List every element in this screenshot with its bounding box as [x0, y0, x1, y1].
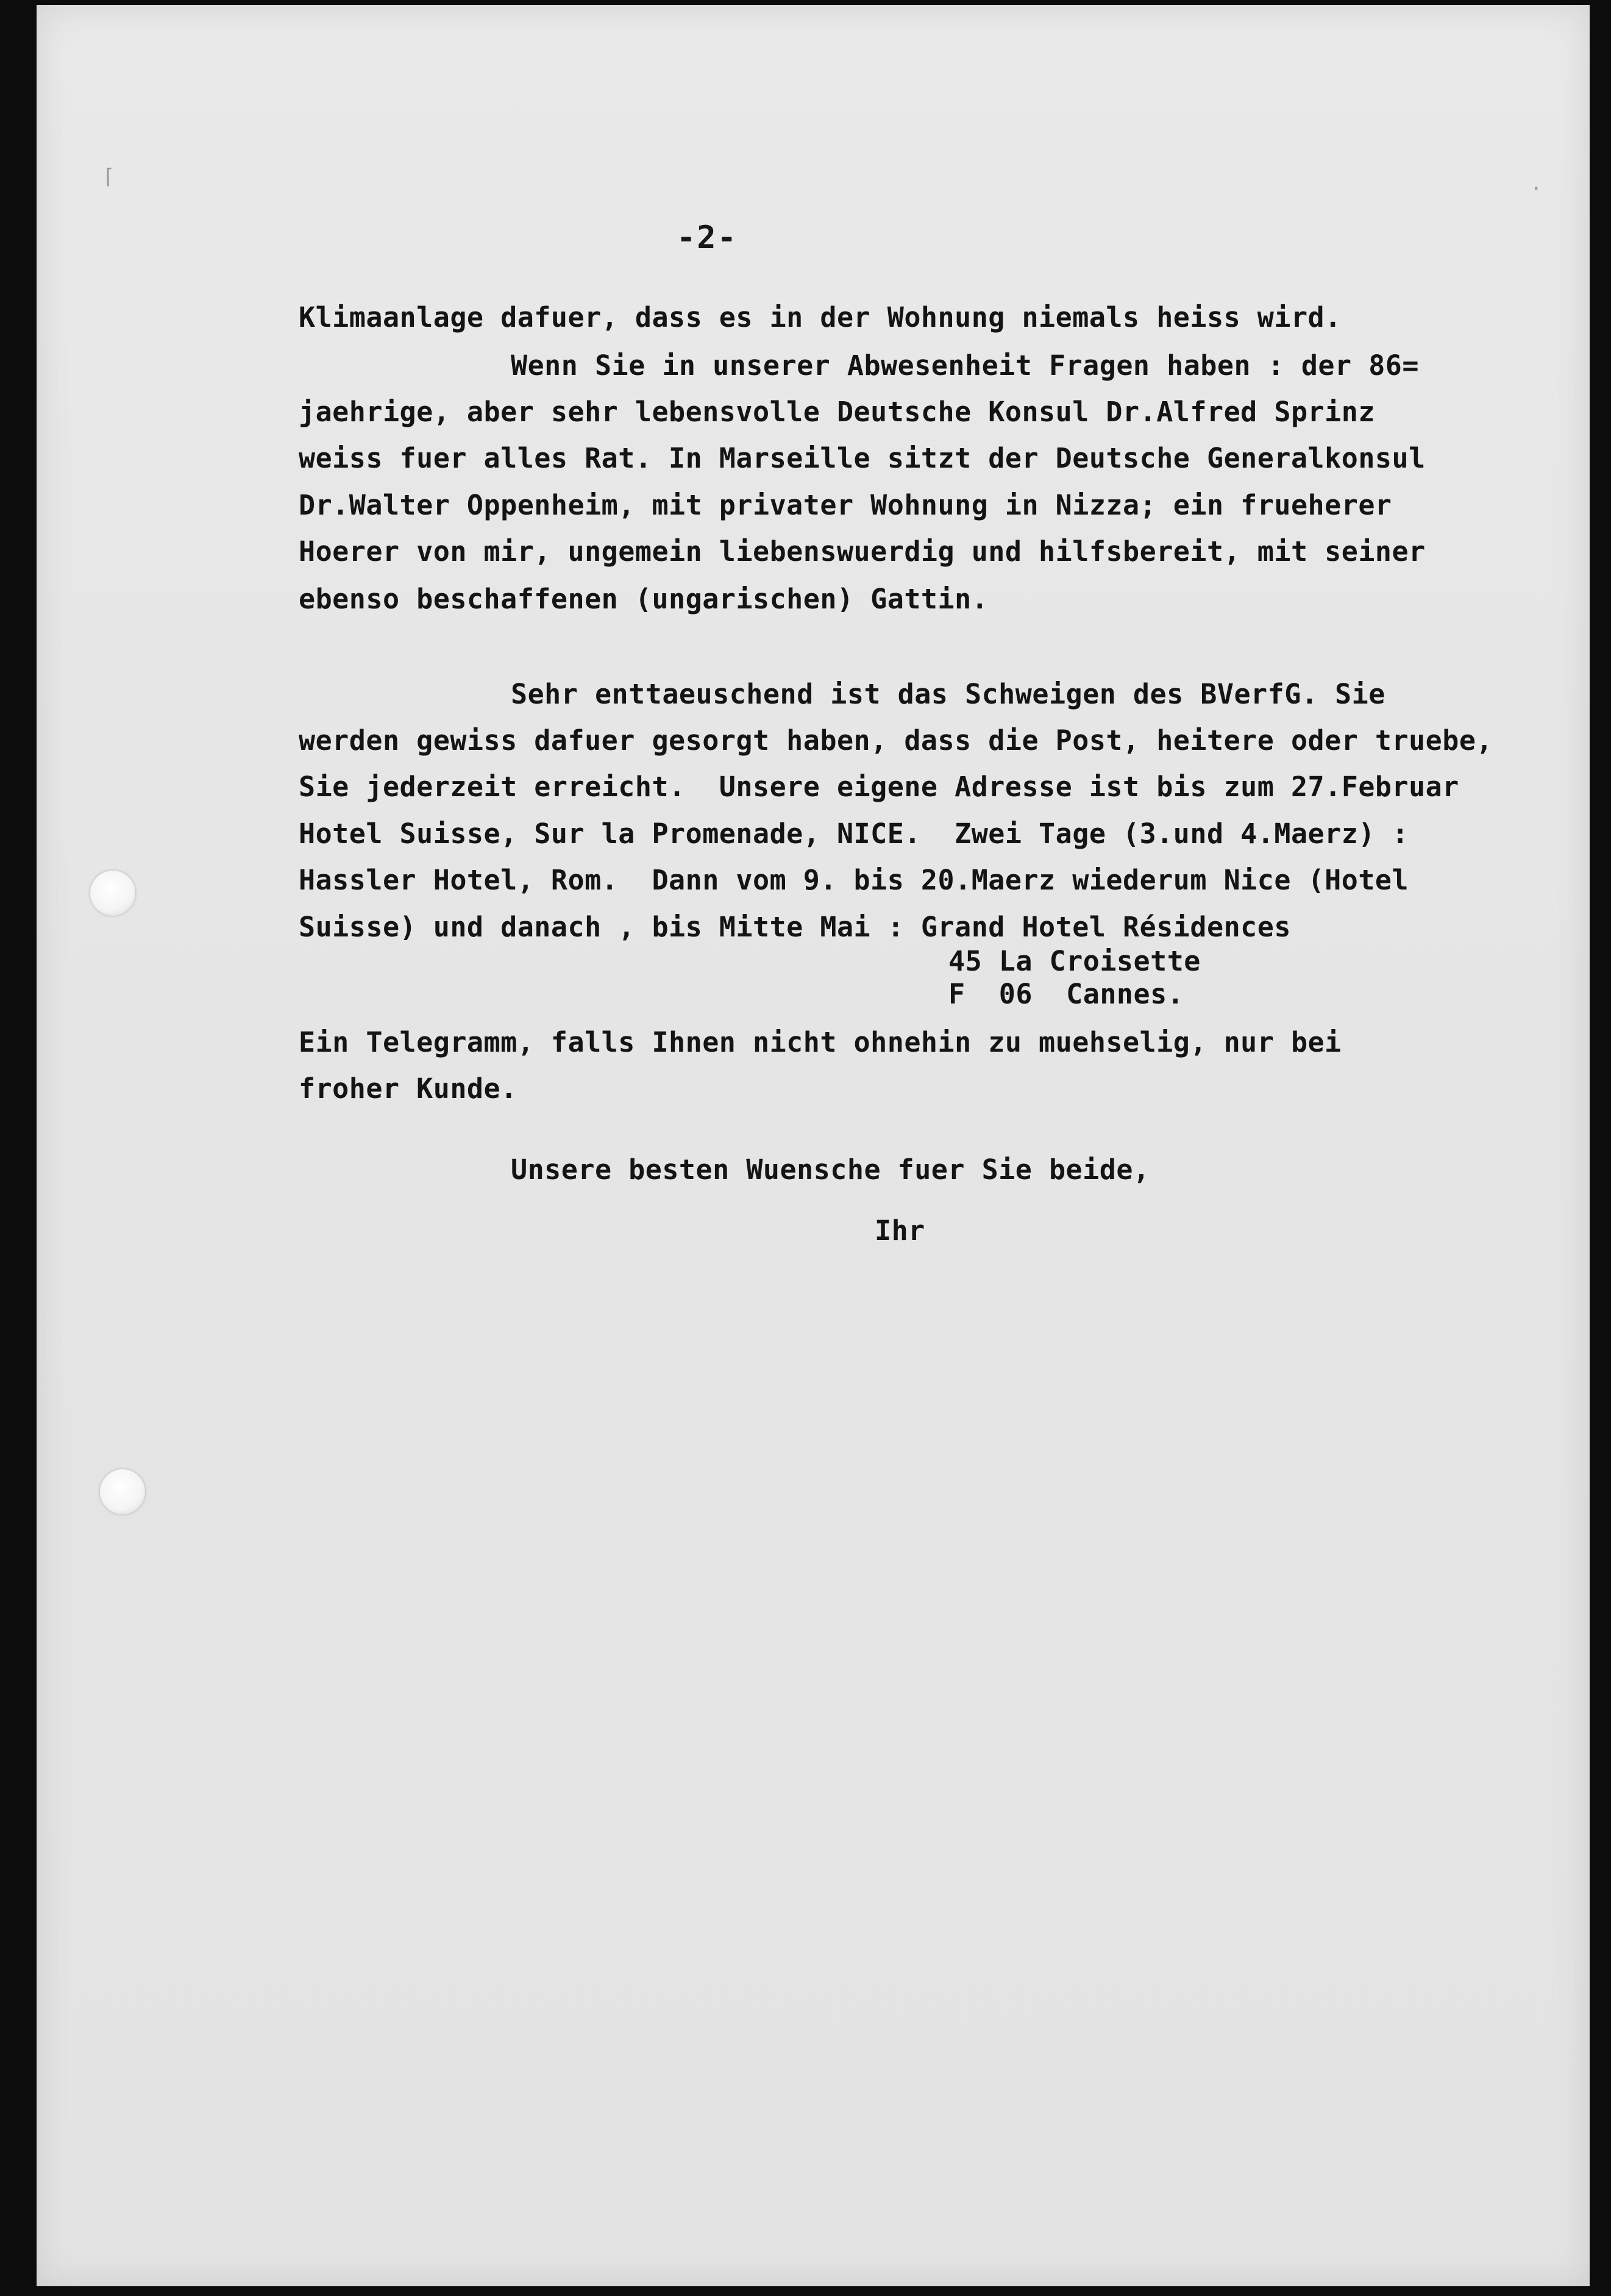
body-line: Hassler Hotel, Rom. Dann vom 9. bis 20.Maerz wiederum Nice (Hotel: [299, 864, 1409, 896]
margin-mark: ⌈: [102, 165, 115, 189]
body-line: froher Kunde.: [299, 1072, 517, 1105]
body-line: Dr.Walter Oppenheim, mit privater Wohnung in Nizza; ein frueherer: [299, 489, 1392, 521]
body-line: Hoerer von mir, ungemein liebenswuerdig und hilfsbereit, mit seiner: [299, 535, 1426, 568]
body-line: Klimaanlage dafuer, dass es in der Wohnung niemals heiss wird.: [299, 301, 1342, 333]
closing-salutation: Unsere besten Wuensche fuer Sie beide,: [511, 1153, 1150, 1186]
body-line: jaehrige, aber sehr lebensvolle Deutsche Konsul Dr.Alfred Sprinz: [299, 396, 1375, 428]
punch-hole-bottom: [100, 1469, 145, 1514]
body-line: Ein Telegramm, falls Ihnen nicht ohnehin zu muehselig, nur bei: [299, 1026, 1342, 1058]
address-line: 45 La Croisette: [948, 945, 1201, 977]
letter-page: [37, 5, 1590, 2286]
signature-line: Ihr: [875, 1214, 925, 1247]
body-line: Hotel Suisse, Sur la Promenade, NICE. Zwei Tage (3.und 4.Maerz) :: [299, 818, 1409, 850]
body-line: Sehr enttaeuschend ist das Schweigen des BVerfG. Sie: [511, 678, 1385, 710]
body-line: ebenso beschaffenen (ungarischen) Gattin.: [299, 583, 989, 615]
body-line: Wenn Sie in unserer Abwesenheit Fragen haben : der 86=: [511, 349, 1419, 382]
page-number: -2-: [677, 219, 738, 256]
punch-hole-top: [90, 871, 135, 916]
body-line: werden gewiss dafuer gesorgt haben, dass die Post, heitere oder truebe,: [299, 724, 1493, 757]
address-line: F 06 Cannes.: [948, 978, 1184, 1010]
body-line: weiss fuer alles Rat. In Marseille sitzt der Deutsche Generalkonsul: [299, 442, 1426, 474]
body-line: Sie jederzeit erreicht. Unsere eigene Adresse ist bis zum 27.Februar: [299, 771, 1459, 803]
margin-mark: ·: [1530, 177, 1543, 201]
body-line: Suisse) und danach , bis Mitte Mai : Grand Hotel Résidences: [299, 911, 1291, 943]
